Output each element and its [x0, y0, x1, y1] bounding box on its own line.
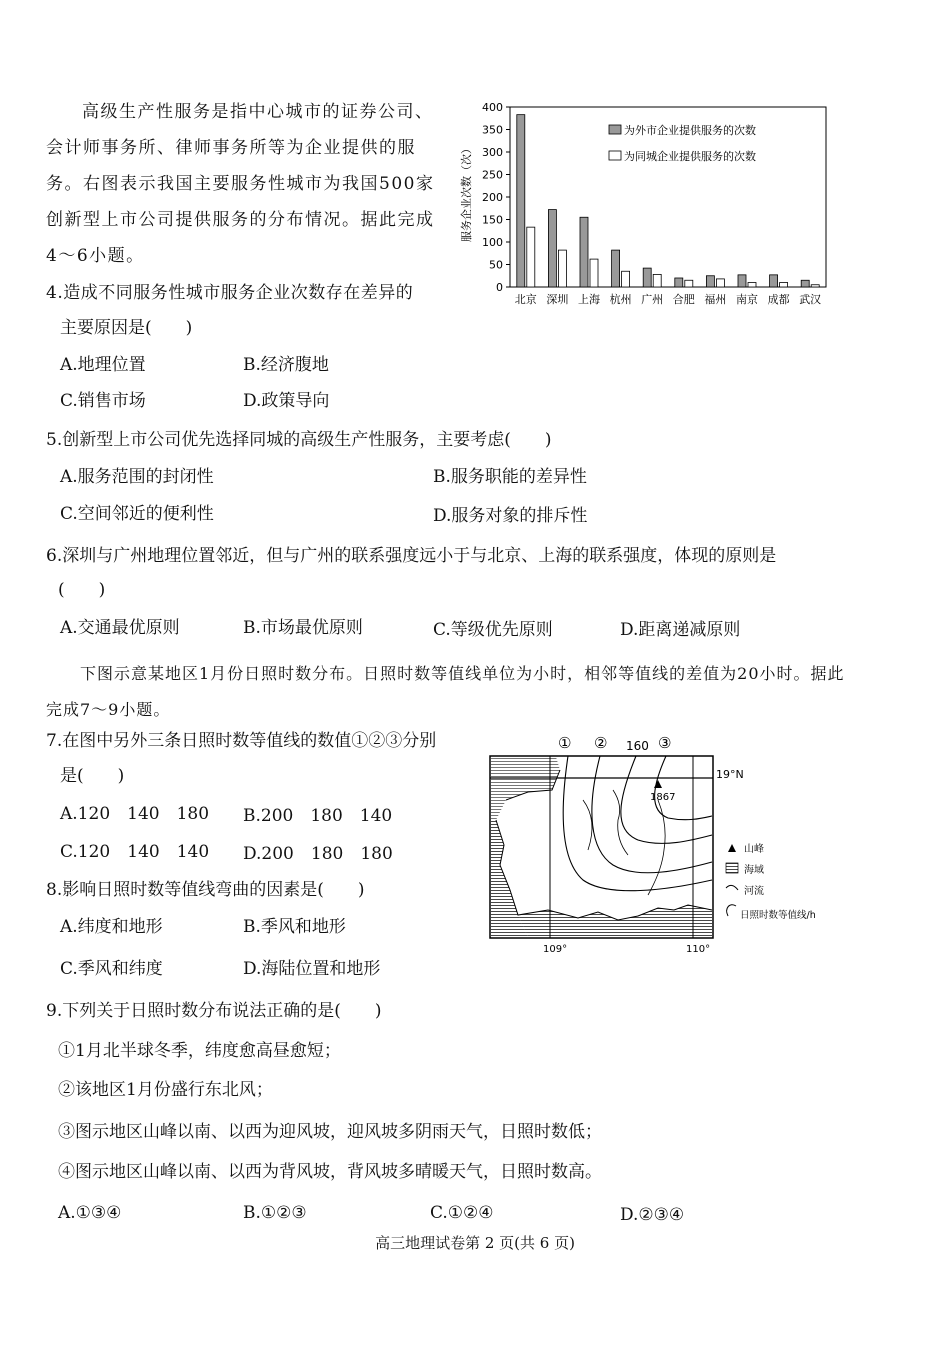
- latitude-label: 19°N: [716, 768, 744, 781]
- bar-local-合肥: [685, 280, 693, 287]
- bar-local-成都: [780, 283, 788, 288]
- bar-local-北京: [527, 227, 535, 287]
- q8-stem: 8.影响日照时数等值线弯曲的因素是( ): [46, 880, 365, 900]
- q4-option-b[interactable]: B.经济腹地: [243, 355, 329, 375]
- q5-option-a[interactable]: A.服务范围的封闭性: [60, 467, 214, 487]
- y-axis-label: 服务企业次数（次）: [460, 143, 473, 242]
- legend-river-icon: [726, 885, 738, 890]
- bar-local-南京: [748, 283, 756, 288]
- q4-option-c[interactable]: C.销售市场: [60, 391, 146, 411]
- intro-paragraph: 高级生产性服务是指中心城市的证券公司、会计师事务所、律师事务所等为企业提供的服务。右图表示我国主要服务性城市为我国500家创新型上市公司提供服务的分布情况。据此完成4～6小题。: [46, 102, 435, 266]
- q6-option-c[interactable]: C.等级优先原则: [433, 620, 553, 640]
- y-tick-label: 250: [482, 168, 503, 182]
- y-tick-label: 350: [482, 123, 503, 137]
- service-bar-chart: [452, 92, 842, 317]
- bar-outer-成都: [770, 275, 778, 287]
- isoline-2: [592, 756, 712, 873]
- bar-outer-武汉: [801, 280, 809, 287]
- q9-statement-2: ②该地区1月份盛行东北风；: [58, 1080, 273, 1100]
- q8-option-b[interactable]: B.季风和地形: [243, 917, 346, 937]
- legend-sea-icon: [726, 863, 738, 873]
- y-tick-label: 100: [482, 236, 503, 249]
- isoline-label-1: ①: [558, 734, 572, 752]
- q8-option-c[interactable]: C.季风和纬度: [60, 959, 163, 979]
- legend-peak-label: 山峰: [744, 844, 764, 855]
- q8-option-d[interactable]: D.海陆位置和地形: [243, 959, 381, 979]
- x-tick-label: 上海: [578, 293, 600, 306]
- legend-swatch-local: [609, 151, 621, 160]
- y-tick-label: 50: [489, 258, 503, 272]
- peak-elevation: 1867: [650, 792, 676, 803]
- sunshine-hours-map: [488, 730, 838, 960]
- bar-outer-南京: [738, 275, 746, 287]
- q9-statement-1: ①1月北半球冬季，纬度愈高昼愈短；: [58, 1041, 341, 1061]
- q6-stem: 6.深圳与广州地理位置邻近，但与广州的联系强度远小于与北京、上海的联系强度，体现的原则是: [46, 546, 777, 566]
- legend-river-label: 河流: [744, 886, 764, 897]
- q7-option-c[interactable]: C.120 140 140: [60, 842, 210, 862]
- x-tick-label: 福州: [704, 293, 727, 306]
- page-footer: 高三地理试卷第 2 页(共 6 页): [375, 1234, 575, 1252]
- legend-local-label: 为同城企业提供服务的次数: [624, 150, 756, 163]
- x-tick-label: 武汉: [799, 293, 822, 306]
- x-tick-label: 合肥: [672, 293, 695, 306]
- q6-stem-2: ( ): [58, 580, 106, 600]
- bar-outer-广州: [643, 268, 651, 287]
- bar-outer-合肥: [675, 278, 683, 287]
- q5-option-b[interactable]: B.服务职能的差异性: [433, 467, 587, 487]
- q4-stem: 4.造成不同服务性城市服务企业次数存在差异的: [46, 283, 414, 303]
- x-tick-label: 成都: [767, 293, 790, 306]
- river-3: [583, 800, 592, 850]
- bar-outer-福州: [706, 276, 714, 287]
- q5-stem: 5.创新型上市公司优先选择同城的高级生产性服务，主要考虑( ): [46, 430, 552, 450]
- bar-outer-深圳: [548, 210, 556, 287]
- q9-option-c[interactable]: C.①②④: [430, 1203, 494, 1223]
- legend-sea-label: 海域: [744, 865, 764, 876]
- isoline-label-3: ③: [658, 734, 672, 752]
- q9-statement-4: ④图示地区山峰以南、以西为背风坡，背风坡多晴暖天气，日照时数高。: [58, 1162, 602, 1182]
- y-tick-label: 150: [482, 213, 503, 227]
- q5-option-d[interactable]: D.服务对象的排斥性: [433, 506, 588, 526]
- q9-option-b[interactable]: B.①②③: [243, 1203, 307, 1223]
- longitude-109: 109°: [543, 944, 568, 955]
- legend-swatch-outer: [609, 125, 621, 134]
- q7-option-d[interactable]: D.200 180 180: [243, 844, 393, 864]
- q7-option-b[interactable]: B.200 180 140: [243, 806, 393, 826]
- x-tick-label: 北京: [514, 293, 537, 306]
- bar-local-深圳: [558, 250, 566, 287]
- isoline-3: [655, 756, 712, 820]
- peak-icon: [654, 780, 662, 788]
- q6-option-b[interactable]: B.市场最优原则: [243, 618, 363, 638]
- bar-local-福州: [716, 279, 724, 287]
- q6-option-d[interactable]: D.距离递减原则: [620, 620, 741, 640]
- river-1: [613, 790, 628, 855]
- x-tick-label: 南京: [736, 293, 758, 306]
- y-tick-label: 200: [482, 191, 503, 204]
- bar-outer-北京: [517, 115, 525, 287]
- bar-outer-杭州: [612, 250, 620, 287]
- bar-local-广州: [653, 274, 661, 287]
- q9-statement-3: ③图示地区山峰以南、以西为迎风坡，迎风坡多阴雨天气，日照时数低；: [58, 1122, 602, 1142]
- q7-option-a[interactable]: A.120 140 180: [60, 804, 210, 824]
- map-intro-paragraph: 下图示意某地区1月份日照时数分布。日照时数等值线单位为小时，相邻等值线的差值为20小时。据此完成7～9小题。: [46, 664, 845, 719]
- y-tick-label: 0: [496, 281, 503, 294]
- q4-option-d[interactable]: D.政策导向: [243, 391, 330, 411]
- coastline: [496, 770, 712, 920]
- y-tick-label: 400: [482, 101, 503, 114]
- q4-option-a[interactable]: A.地理位置: [60, 355, 146, 375]
- bar-local-上海: [590, 259, 598, 287]
- bar-outer-上海: [580, 217, 588, 287]
- bar-local-武汉: [811, 285, 819, 287]
- legend-outer-label: 为外市企业提供服务的次数: [624, 124, 756, 137]
- bar-local-杭州: [622, 271, 630, 287]
- legend-isoline-label: 日照时数等值线/h: [740, 910, 816, 921]
- x-tick-label: 杭州: [609, 293, 632, 306]
- river-2: [648, 800, 665, 895]
- legend-peak-icon: [728, 844, 736, 852]
- isoline-1: [563, 756, 712, 891]
- q9-option-a[interactable]: A.①③④: [58, 1203, 122, 1223]
- longitude-110: 110°: [686, 944, 711, 955]
- y-tick-label: 300: [482, 146, 503, 159]
- q7-stem-2: 是( ): [60, 766, 125, 786]
- isoline-label-160: 160: [626, 739, 649, 753]
- q5-option-c[interactable]: C.空间邻近的便利性: [60, 504, 214, 524]
- q9-stem: 9.下列关于日照时数分布说法正确的是( ): [46, 1001, 382, 1021]
- x-tick-label: 深圳: [546, 293, 569, 306]
- legend-isoline-icon: [727, 905, 736, 916]
- q8-option-a[interactable]: A.纬度和地形: [60, 917, 163, 937]
- isoline-label-2: ②: [594, 734, 608, 752]
- q4-stem-2: 主要原因是( ): [60, 318, 193, 338]
- q6-option-a[interactable]: A.交通最优原则: [60, 618, 180, 638]
- q7-stem: 7.在图中另外三条日照时数等值线的数值①②③分别: [46, 731, 437, 751]
- q9-option-d[interactable]: D.②③④: [620, 1205, 685, 1225]
- x-tick-label: 广州: [641, 293, 664, 306]
